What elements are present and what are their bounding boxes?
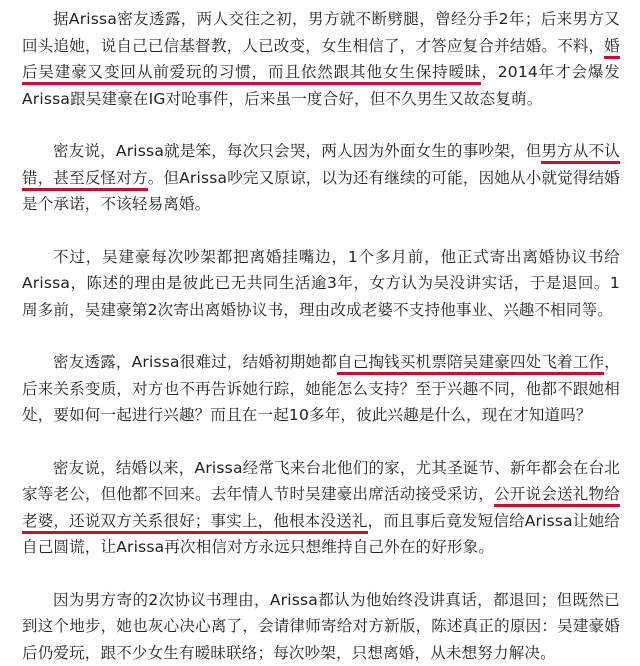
paragraph-text: 据Arissa密友透露，两人交往之初，男方就不断劈腿，曾经分手2年；后来男方又回头追她，说自己已信基督教，人已改变，女生相信了，才答应复合并结婚。不料， — [22, 10, 620, 55]
article-paragraph — [22, 244, 620, 324]
paragraph-text: 不过，吴建豪每次吵架都把离婚挂嘴边，1个多月前，他正式寄出离婚协议书给Arissa，陈述的理由是彼此已无共同生活逾3年，女方认为吴没讲实话，于是退回。1周多前，吴建豪第2次寄出离婚协议书，理由改成老婆不支持他事业、兴趣不相同等。 — [22, 248, 620, 319]
article-paragraph — [22, 587, 620, 666]
paragraph-text: ，而且事后竟发短信给Arissa让她给自己圆谎，让Arissa再次相信对方永远只想维持自己外在的好形象。 — [22, 512, 620, 557]
paragraph-text: 。但Arissa吵完又原谅，以为还有继续的可能，因她从小就觉得结婚是个承诺，不该轻易离婚。 — [22, 169, 620, 214]
paragraph-text: ，后来关系变质，对方也不再告诉她行踪，她能怎么支持？至于兴趣不同，他都不跟她相处，要如何一起进行兴趣？而且在一起10多年，彼此兴趣是什么，现在才知道吗？ — [22, 353, 620, 424]
article-paragraph — [22, 138, 620, 218]
paragraph-text: 因为男方寄的2次协议书理由，Arissa都认为他始终没讲真话，都退回；但既然已到这个地步，她也灰心决心离了，会请律师寄给对方新版，陈述真正的原因：吴建豪婚后仍爱玩，跟不少女生有暧昧联络；每次吵架，只想离婚，从未想努力解决。 — [22, 591, 620, 662]
highlighted-text: 自己掏钱买机票陪吴建豪四处飞着工作 — [337, 353, 604, 375]
highlighted-text: 婚后吴建豪又变回从前爱玩的习惯，而且依然跟其他女生保持暧昧 — [22, 37, 620, 86]
article-paragraph — [22, 349, 620, 429]
paragraph-text: 密友说，结婚以来，Arissa经常飞来台北他们的家，尤其圣诞节、新年都会在台北家等老公，但他都不回来。去年情人节时吴建豪出席活动接受采访， — [22, 459, 620, 504]
paragraph-text: 密友说，Arissa就是笨，每次只会哭，两人因为外面女生的事吵架，但 — [53, 142, 541, 160]
highlighted-text: 公开说会送礼物给老婆，还说双方关系很好；事实上，他根本没送礼 — [22, 485, 620, 534]
highlighted-text: 男方从不认错，甚至反怪对方 — [22, 142, 620, 191]
paragraph-text: 密友透露，Arissa很难过，结婚初期她都 — [53, 353, 337, 371]
paragraph-text: ，2014年才会爆发Arissa跟吴建豪在IG对呛事件，后来虽一度合好，但不久男生又故态复萌。 — [22, 63, 620, 108]
article-paragraph — [22, 6, 620, 112]
article-paragraph — [22, 455, 620, 561]
